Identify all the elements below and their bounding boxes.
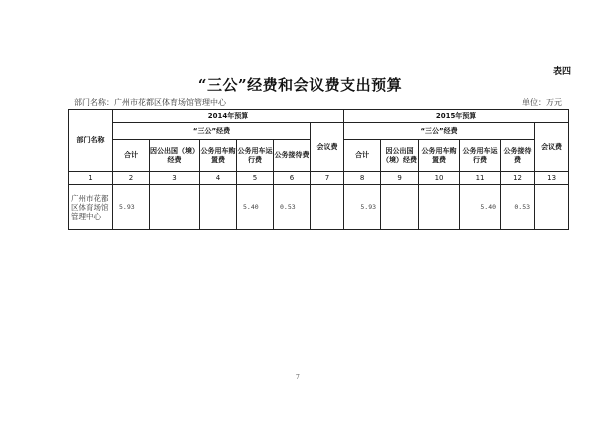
- value-meeting-2015: [535, 185, 569, 230]
- value-reception-2014: 0.53: [274, 185, 311, 230]
- table-label: 表四: [553, 67, 572, 77]
- meeting-header-2015: 会议费: [535, 123, 569, 172]
- subheader-total-2015: 合计: [344, 140, 381, 172]
- column-number: 2: [113, 172, 150, 185]
- value-car-operation-2014: 5.40: [237, 185, 274, 230]
- page-title: “三公”经费和会议费支出预算: [197, 76, 403, 94]
- column-number: 12: [501, 172, 535, 185]
- column-number: 5: [237, 172, 274, 185]
- subheader-car-purchase-2015: 公务用车购置费: [419, 140, 460, 172]
- department-line: 部门名称：广州市花都区体育场馆管理中心: [74, 98, 226, 107]
- sangong-header-2014: “三公”经费: [113, 123, 311, 140]
- column-number: 6: [274, 172, 311, 185]
- column-number: 1: [69, 172, 113, 185]
- value-car-purchase-2014: [200, 185, 237, 230]
- column-number: 3: [150, 172, 200, 185]
- value-abroad-2014: [150, 185, 200, 230]
- subheader-abroad-2014: 因公出国（境）经费: [150, 140, 200, 172]
- subheader-abroad-2015: 因公出国（境）经费: [381, 140, 419, 172]
- dept-header: 部门名称: [69, 110, 113, 172]
- value-abroad-2015: [381, 185, 419, 230]
- column-number: 9: [381, 172, 419, 185]
- unit-line: 单位：万元: [522, 98, 562, 107]
- column-number: 13: [535, 172, 569, 185]
- value-car-operation-2015: 5.40: [460, 185, 501, 230]
- value-total-2014: 5.93: [113, 185, 150, 230]
- column-number: 11: [460, 172, 501, 185]
- subheader-car-operation-2014: 公务用车运行费: [237, 140, 274, 172]
- year-2015-header: 2015年预算: [344, 110, 569, 123]
- column-number: 7: [311, 172, 344, 185]
- year-2014-header: 2014年预算: [113, 110, 344, 123]
- column-number: 8: [344, 172, 381, 185]
- row-dept-name: 广州市花都区体育场馆管理中心: [69, 185, 113, 230]
- subheader-reception-2014: 公务接待费: [274, 140, 311, 172]
- value-reception-2015: 0.53: [501, 185, 535, 230]
- meeting-header-2014: 会议费: [311, 123, 344, 172]
- sangong-header-2015: “三公”经费: [344, 123, 535, 140]
- value-total-2015: 5.93: [344, 185, 381, 230]
- column-number: 4: [200, 172, 237, 185]
- column-number: 10: [419, 172, 460, 185]
- subheader-car-purchase-2014: 公务用车购置费: [200, 140, 237, 172]
- table-row: [69, 185, 569, 230]
- subheader-car-operation-2015: 公务用车运行费: [460, 140, 501, 172]
- subheader-total-2014: 合计: [113, 140, 150, 172]
- budget-table: [68, 109, 569, 230]
- subheader-reception-2015: 公务接待费: [501, 140, 535, 172]
- value-car-purchase-2015: [419, 185, 460, 230]
- page-number: 7: [296, 374, 300, 381]
- value-meeting-2014: [311, 185, 344, 230]
